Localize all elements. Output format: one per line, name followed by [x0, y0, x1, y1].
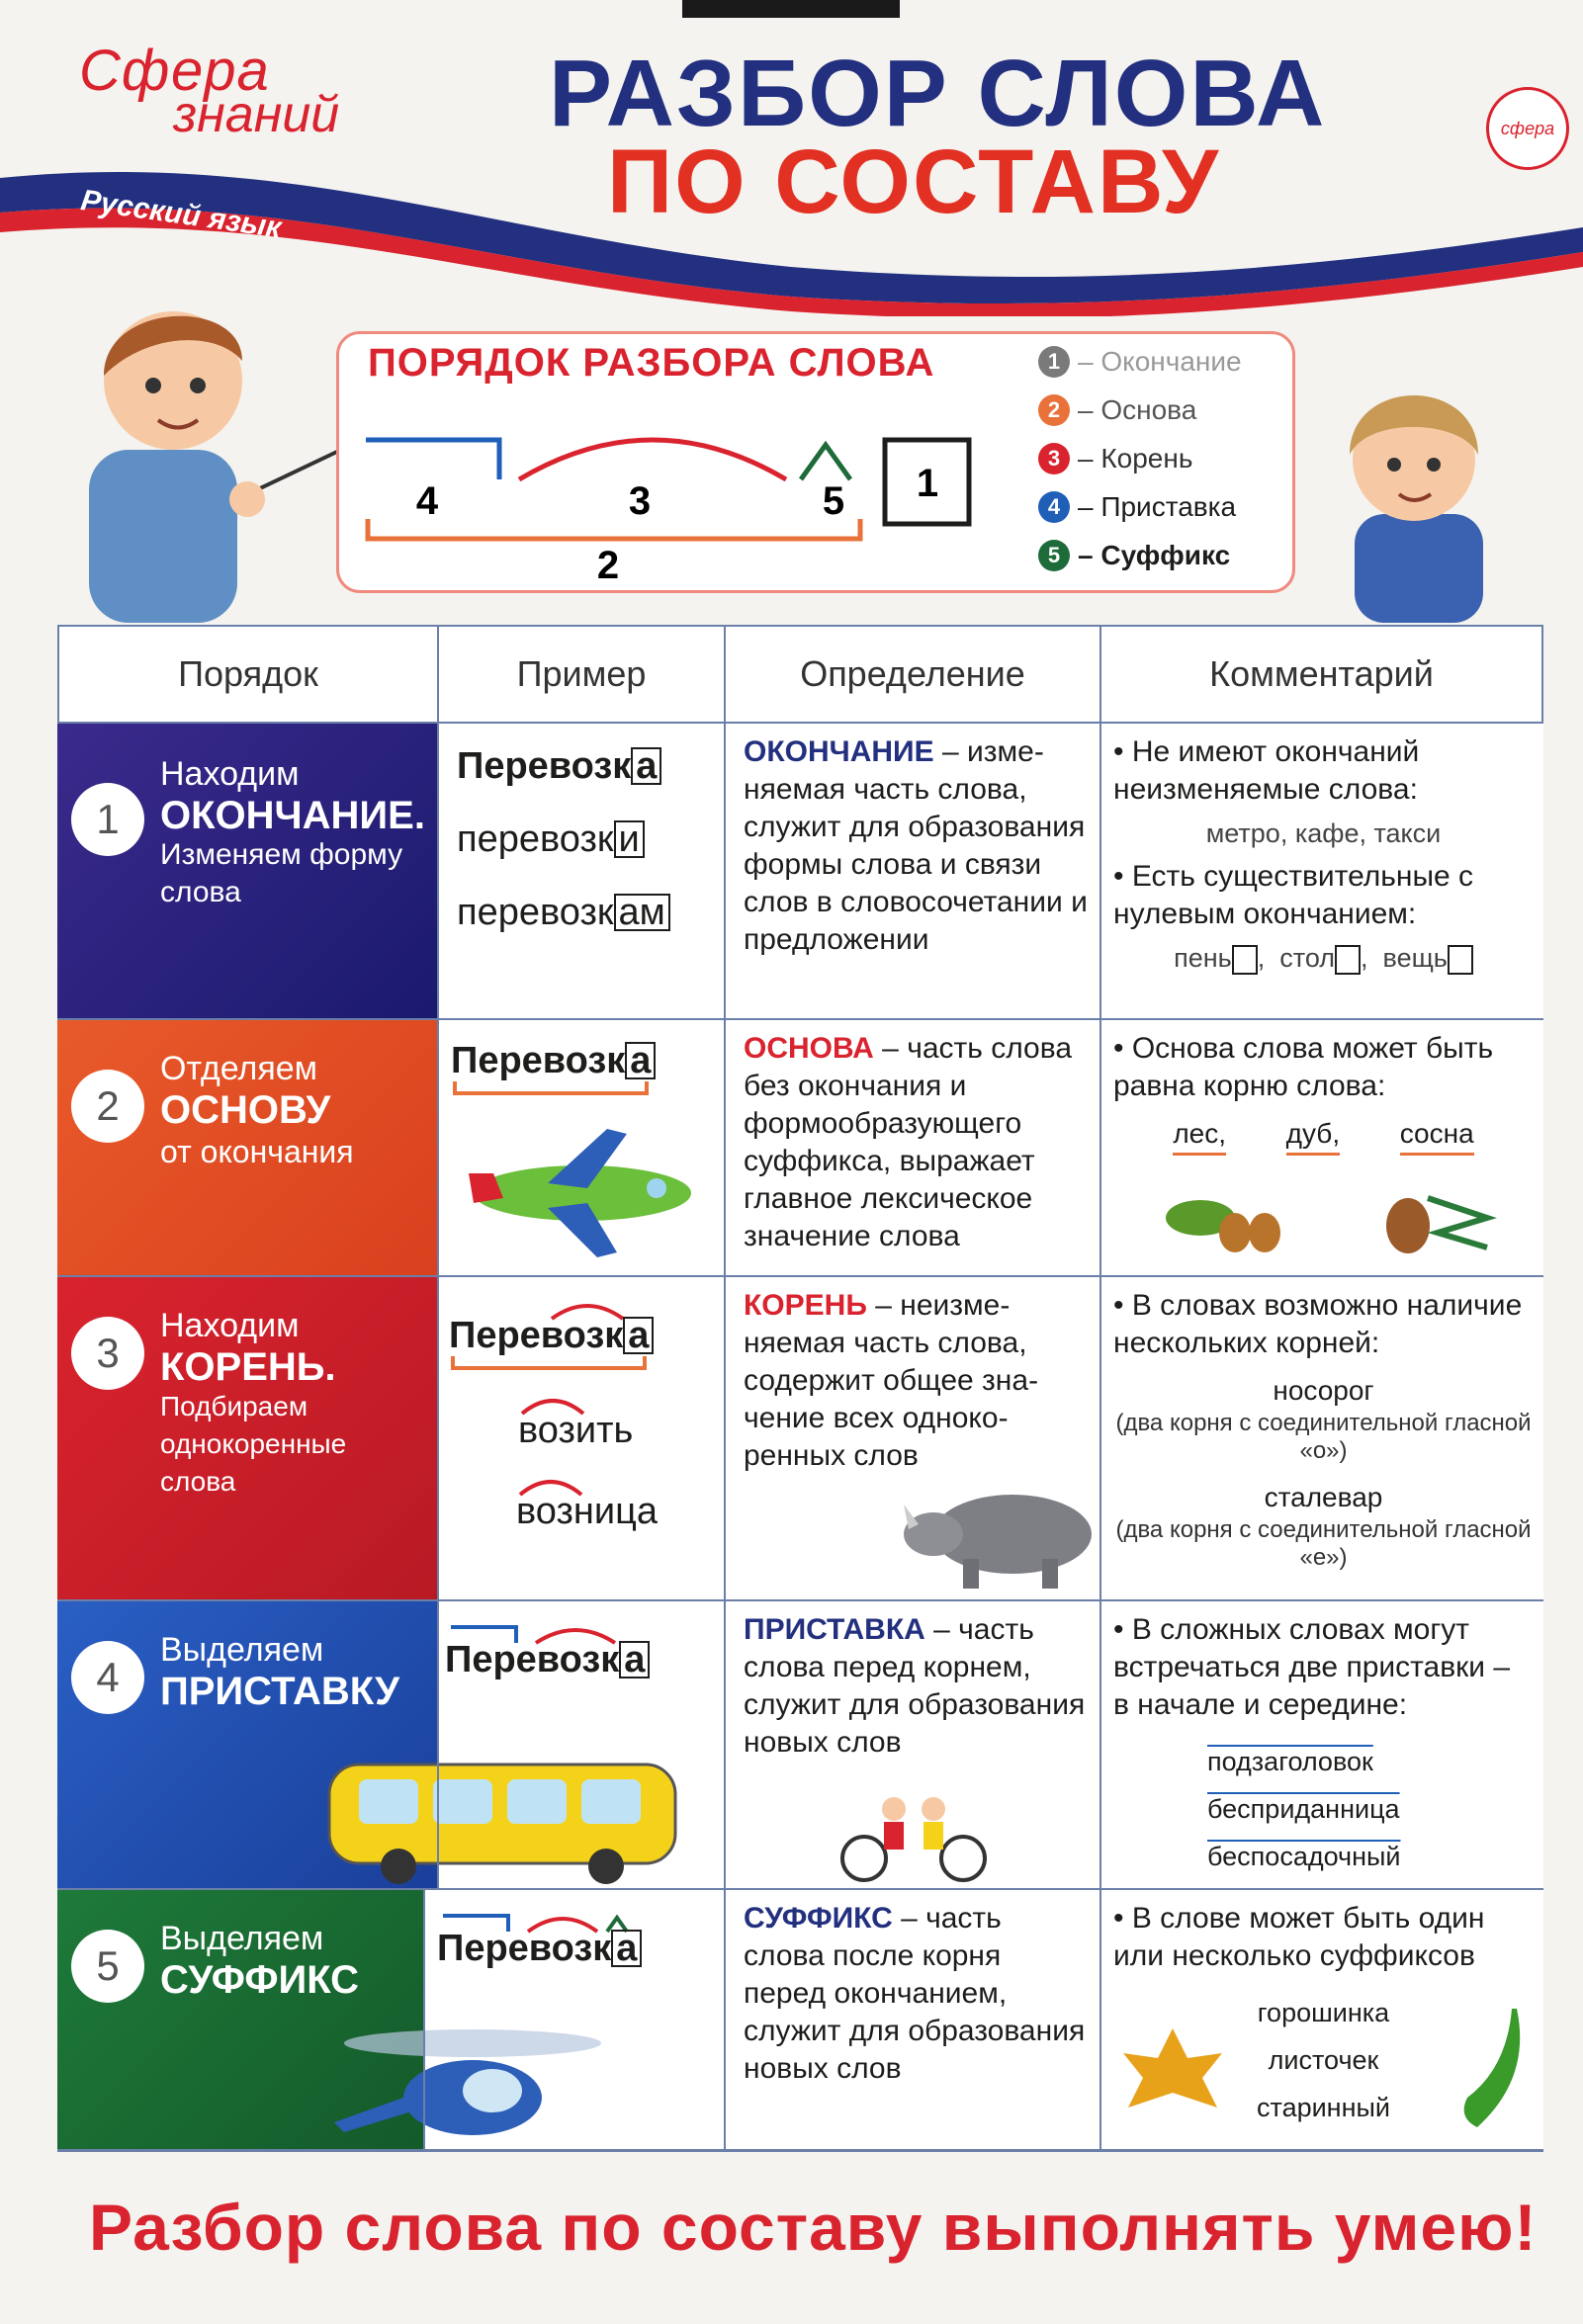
rhinoceros-icon — [904, 1475, 1101, 1593]
definition-text: – изменяемая часть слова, служит для образования формы слова и связи слов в словосочетании и предложении — [744, 735, 1088, 956]
logo-text: сфера — [1500, 118, 1555, 138]
step-number: 5 — [71, 1930, 144, 2003]
related-word: возить — [518, 1410, 634, 1451]
step-number: 1 — [71, 783, 144, 856]
diagram-prefix-number: 4 — [415, 479, 439, 523]
prefix-words: подзаголовок бесприданница беспосадочный — [1207, 1747, 1401, 1871]
order-cell — [57, 1020, 437, 1275]
definition-term: СУФФИКС — [744, 1902, 893, 1935]
order-cell — [57, 724, 437, 1018]
brand-name-line2: знаний — [173, 86, 340, 143]
order-term: КОРЕНЬ. — [160, 1345, 336, 1389]
comment-cell — [1099, 1601, 1543, 1888]
footer-slogan: Разбор слова по составу выполнять умею! — [89, 2191, 1538, 2264]
order-term: ОСНОВУ — [160, 1088, 331, 1132]
page-title: РАЗБОР СЛОВА — [549, 41, 1327, 146]
step-number: 4 — [71, 1641, 144, 1714]
table-row-suffix — [57, 1890, 1543, 2152]
table-row-prefix — [57, 1601, 1543, 1890]
legend-item-ending — [1038, 346, 1242, 378]
parsing-order-title: ПОРЯДОК РАЗБОРА СЛОВА — [368, 341, 935, 385]
example-cell — [437, 1277, 726, 1599]
compound-note: (два корня с соединительной гласной «е») — [1115, 1516, 1532, 1571]
definition-term: ОСНОВА — [744, 1032, 874, 1065]
example-word: перевозк ам — [457, 892, 670, 934]
diagram-root-number: 3 — [628, 479, 652, 523]
compound-word: сталевар — [1264, 1482, 1383, 1512]
order-text — [160, 1048, 354, 1172]
legend-number: 3 — [1038, 443, 1070, 474]
order-term: ОКОНЧАНИЕ. — [160, 794, 425, 837]
compound-note: (два корня с соединительной гласной «о») — [1115, 1410, 1532, 1464]
legend-label: – Приставка — [1078, 491, 1237, 522]
legend-number: 4 — [1038, 491, 1070, 523]
order-text — [160, 1629, 399, 1712]
example-word: Перевозк а — [437, 1928, 642, 1970]
definition-text: – неизменяемая часть слова, содержит общее значение всех однокоренных слов — [744, 1289, 1039, 1472]
ending-box: а — [611, 1930, 642, 1967]
diagram-ending-number: 1 — [916, 462, 939, 505]
order-verb: Отделяем — [160, 1050, 318, 1087]
ending-box: а — [631, 747, 661, 785]
pea-pod-icon — [1457, 1999, 1537, 2137]
legend-label: – Основа — [1078, 394, 1197, 425]
legend-number: 1 — [1038, 346, 1070, 378]
definition-term: ПРИСТАВКА — [744, 1613, 925, 1646]
table-row-ending — [57, 724, 1543, 1020]
example-word: перевозк и — [457, 818, 645, 861]
column-header-definition: Определение — [724, 625, 1101, 724]
page-subtitle: ПО СОСТАВУ — [607, 131, 1221, 232]
legend-label: – Корень — [1078, 443, 1193, 473]
column-header-order: Порядок — [57, 625, 439, 724]
zero-ending-words: пень , стол , вещь — [1113, 939, 1534, 977]
legend-item-prefix — [1038, 491, 1236, 523]
airplane-icon — [459, 1124, 706, 1262]
example-cell — [437, 1601, 726, 1888]
legend-item-suffix — [1038, 540, 1230, 571]
kids-on-bicycle-icon — [825, 1794, 1003, 1883]
comment-text: • В словах возможно наличие нескольких корней: — [1113, 1289, 1523, 1359]
comment-words: лес, дуб, сосна — [1113, 1115, 1534, 1156]
example-word: Перевозк а — [457, 745, 661, 788]
comment-text: • Не имеют окончаний неизменяемые слова: — [1113, 735, 1420, 806]
comment-text: • В слове может быть один или несколько суффиксов — [1113, 1902, 1485, 1972]
ending-box: и — [614, 820, 645, 858]
comment-cell — [1099, 1890, 1543, 2149]
order-text — [160, 1305, 397, 1501]
table-row-stem — [57, 1020, 1543, 1277]
example-word: Перевозк а — [445, 1639, 650, 1681]
definition-cell — [724, 1890, 1099, 2149]
definition-text: – часть слова без окончания и формообразующего суффикса, выражает главное лексическое значение слова — [744, 1032, 1073, 1252]
ending-box: а — [619, 1641, 650, 1678]
step-number: 3 — [71, 1317, 144, 1390]
example-word: Перевозк а — [449, 1315, 654, 1357]
girl-illustration — [1300, 366, 1528, 623]
legend-number: 5 — [1038, 540, 1070, 571]
definition-term: ОКОНЧАНИЕ — [744, 735, 934, 768]
comment-cell — [1099, 1277, 1543, 1599]
order-note: Подбираем однокоренные слова — [160, 1391, 347, 1497]
order-term: СУФФИКС — [160, 1958, 359, 2002]
order-verb: Выделяем — [160, 1631, 324, 1669]
ending-box: а — [625, 1042, 656, 1079]
order-cell — [57, 1277, 437, 1599]
column-header-example: Пример — [437, 625, 726, 724]
definition-cell — [724, 1601, 1099, 1888]
definition-term: КОРЕНЬ — [744, 1289, 867, 1322]
ending-box: ам — [614, 894, 670, 931]
ending-box: а — [623, 1317, 654, 1354]
boy-teacher-illustration — [59, 282, 346, 623]
example-cell — [437, 724, 726, 1018]
legend-number: 2 — [1038, 394, 1070, 426]
diagram-stem-number: 2 — [596, 544, 620, 587]
definition-text: – часть слова перед корнем, служит для образования новых слов — [744, 1613, 1086, 1759]
brand-name-line1: Сфера — [79, 39, 270, 103]
comment-text: • В сложных словах могут встречаться две приставки – в начале и середине: — [1113, 1613, 1511, 1721]
autumn-leaf-icon — [1113, 2019, 1232, 2127]
word-parts-diagram — [356, 405, 999, 593]
table-row-root — [57, 1277, 1543, 1601]
legend-label: – Суффикс — [1078, 540, 1231, 570]
acorn-and-pinecone-icon — [1161, 1178, 1497, 1257]
stem-bracket — [453, 1079, 651, 1099]
column-header-comment: Комментарий — [1099, 625, 1543, 724]
subject-label: Русский язык — [78, 184, 284, 245]
definition-cell — [724, 1020, 1099, 1275]
definition-text: – часть слова после корня перед окончанием, служит для образования новых слов — [744, 1902, 1086, 2085]
definition-cell — [724, 724, 1099, 1018]
order-note: Изменяем форму слова — [160, 838, 403, 908]
order-text — [160, 753, 437, 911]
top-clip — [682, 0, 900, 18]
legend-item-stem — [1038, 394, 1196, 426]
comment-words: метро, кафе, такси — [1205, 818, 1442, 848]
comment-cell — [1099, 1020, 1543, 1275]
order-verb: Находим — [160, 755, 300, 793]
legend-label: – Окончание — [1078, 346, 1242, 377]
step-number: 2 — [71, 1070, 144, 1143]
order-note: от окончания — [160, 1134, 354, 1169]
definition-cell — [724, 1277, 1099, 1599]
comment-text: • Основа слова может быть равна корню слова: — [1113, 1032, 1494, 1102]
example-cell — [423, 1890, 712, 2149]
order-verb: Находим — [160, 1307, 300, 1344]
order-text — [160, 1918, 359, 2001]
comment-text: • Есть существительные с нулевым окончанием: — [1113, 860, 1474, 930]
legend-item-root — [1038, 443, 1192, 474]
order-term: ПРИСТАВКУ — [160, 1670, 400, 1713]
diagram-suffix-number: 5 — [822, 479, 845, 523]
publisher-logo — [1486, 87, 1569, 170]
order-verb: Выделяем — [160, 1920, 324, 1957]
compound-word: носорог — [1273, 1375, 1374, 1406]
example-word: Перевозк а — [451, 1040, 656, 1082]
comment-cell — [1099, 724, 1543, 1018]
related-word: возница — [516, 1491, 659, 1532]
suffix-words: горошинка листочек старинный — [1257, 1998, 1390, 2122]
example-cell — [437, 1020, 726, 1275]
stem-bracket — [451, 1354, 649, 1374]
